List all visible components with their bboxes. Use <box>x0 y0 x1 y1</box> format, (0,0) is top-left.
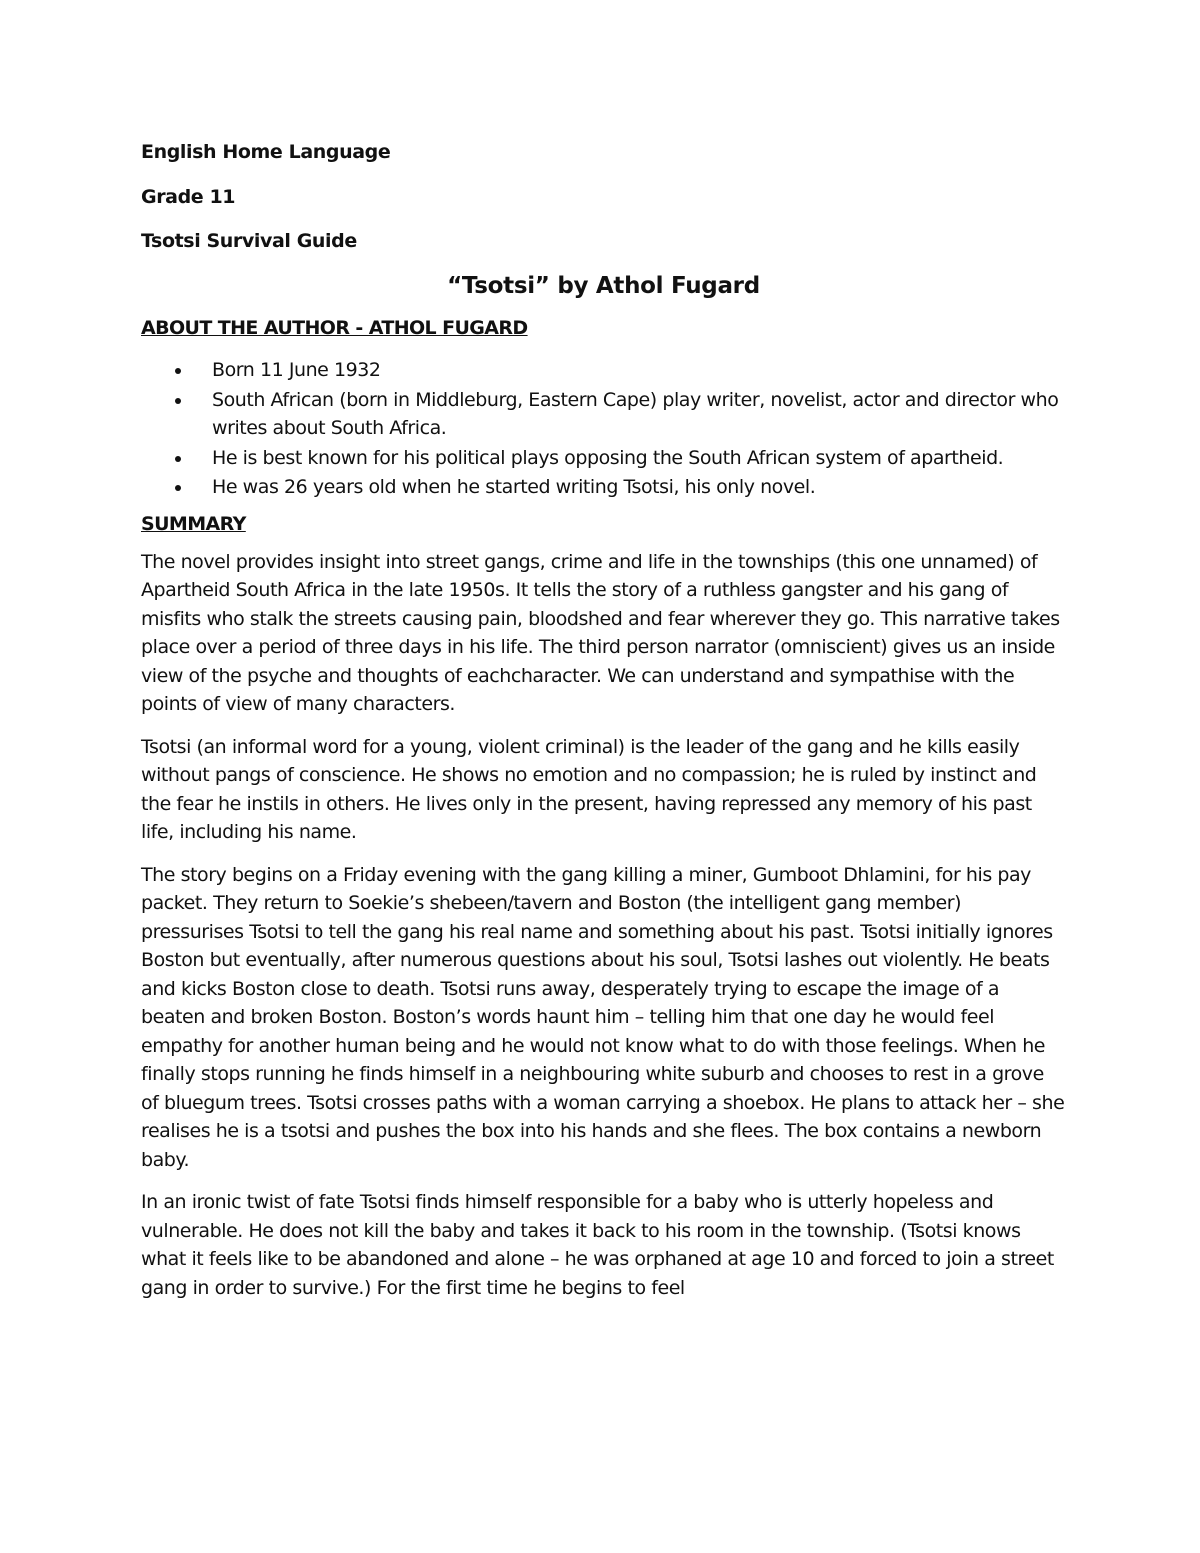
bullet-icon <box>175 398 181 404</box>
list-item <box>141 473 1066 502</box>
bullet-icon <box>175 456 181 462</box>
list-item-text: He was 26 years old when he started writing Tsotsi, his only novel. <box>212 476 816 498</box>
list-item-text: South African (born in Middleburg, Eastern Cape) play writer, novelist, actor and director who writes about South Africa. <box>212 388 1059 439</box>
summary-heading: SUMMARY <box>141 512 246 535</box>
list-item-text: He is best known for his political plays opposing the South African system of apartheid. <box>212 446 1004 469</box>
summary-paragraph: The story begins on a Friday evening with the gang killing a miner, Gumboot Dhlamini, for his pay packet. They return to Soekie’s shebeen/tavern and Boston (the intelligent gang member) pressurises Tsotsi to tell the gang his real name and something about his past. Tsotsi initially ignores Boston but eventually, after numerous questions about his soul, Tsotsi lashes out violently. He beats and kicks Boston close to death. Tsotsi runs away, desperately trying to escape the image of a beaten and broken Boston. Boston’s words haunt him – telling him that one day he would feel empathy for another human being and he would not know what to do with those feelings. When he finally stops running he finds himself in a neighbouring white suburb and chooses to rest in a grove of bluegum trees. Tsotsi crosses paths with a woman carrying a shoebox. He plans to attack her – she realises he is a tsotsi and pushes the box into his hands and she flees. The box contains a newborn baby. <box>141 863 1065 1171</box>
summary-paragraph: In an ironic twist of fate Tsotsi finds himself responsible for a baby who is utterly hopeless and vulnerable. He does not kill the baby and takes it back to his room in the township. (Tsotsi knows what it feels like to be abandoned and alone – he was orphaned at age 10 and forced to join a street gang in order to survive.) For the first time he begins to feel <box>141 1191 1054 1299</box>
bullet-icon <box>175 368 181 374</box>
document-title: “Tsotsi” by Athol Fugard <box>447 273 760 299</box>
grade-heading: Grade 11 <box>141 186 236 208</box>
list-item <box>141 386 1066 443</box>
list-item <box>141 356 1066 385</box>
subject-heading: English Home Language <box>141 141 391 163</box>
list-item <box>141 444 1066 473</box>
summary-paragraph: Tsotsi (an informal word for a young, violent criminal) is the leader of the gang and he kills easily without pangs of conscience. He shows no emotion and no compassion; he is ruled by instinct and the fear he instils in others. He lives only in the present, having repressed any memory of his past life, including his name. <box>141 735 1037 843</box>
list-item-text: Born 11 June 1932 <box>212 359 381 381</box>
document-page <box>141 140 1066 1302</box>
about-author-heading: ABOUT THE AUTHOR - ATHOL FUGARD <box>141 317 528 339</box>
guide-heading: Tsotsi Survival Guide <box>141 230 357 252</box>
summary-paragraph: The novel provides insight into street gangs, crime and life in the townships (this one unnamed) of Apartheid South Africa in the late 1950s. It tells the story of a ruthless gangster and his gang of misfits who stalk the streets causing pain, bloodshed and fear wherever they go. This narrative takes place over a period of three days in his life. The third person narrator (omniscient) gives us an inside view of the psyche and thoughts of eachcharacter. We can understand and sympathise with the points of view of many characters. <box>141 550 1060 715</box>
bullet-icon <box>175 485 181 491</box>
author-facts-list <box>141 356 1066 502</box>
